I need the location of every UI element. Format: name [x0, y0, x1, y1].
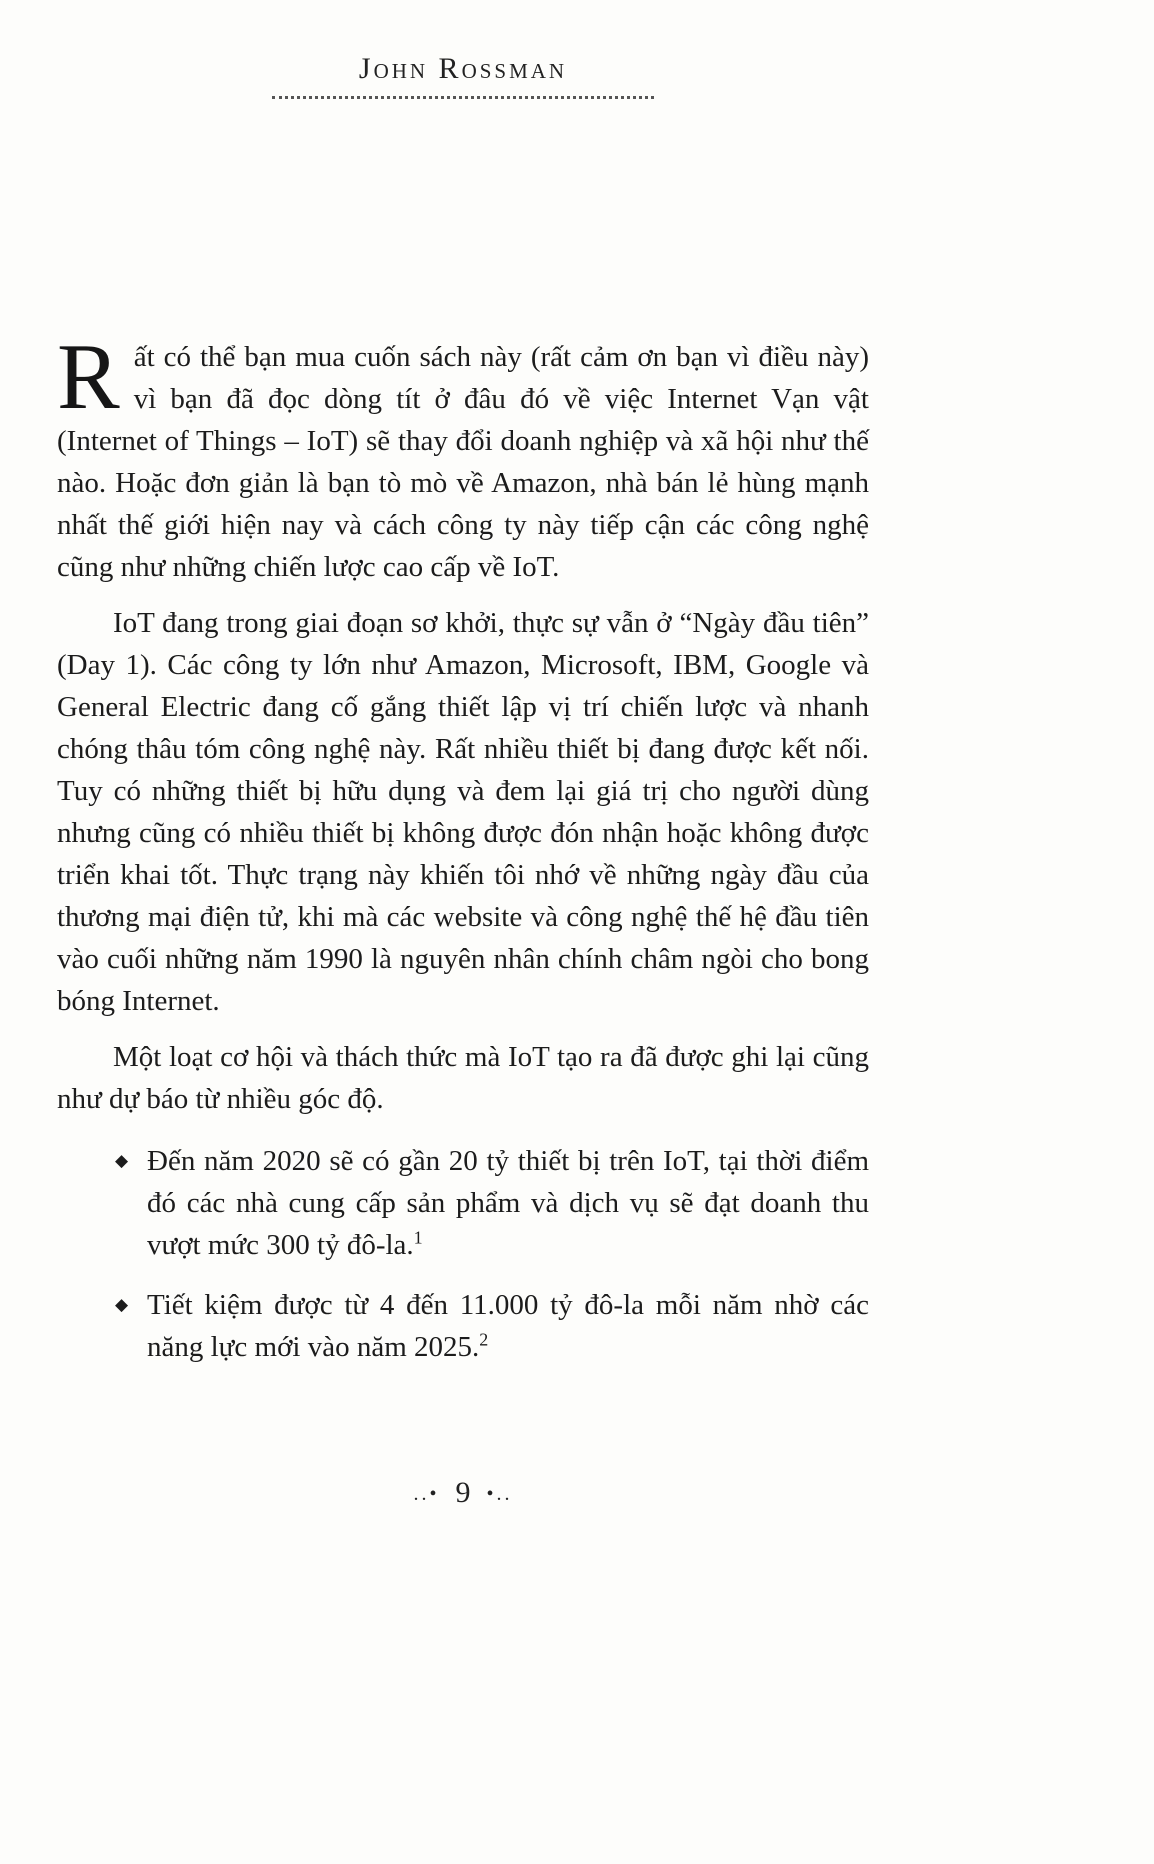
bullet-text-wrap [147, 1284, 869, 1368]
page-footer [57, 1476, 869, 1510]
bullet-list [57, 1140, 869, 1368]
footnote-marker-1: 1 [413, 1227, 423, 1248]
page-body [57, 325, 869, 1368]
diamond-bullet-icon: ◆ [115, 1295, 129, 1314]
dropcap-letter: R [57, 325, 120, 429]
paragraph-1 [57, 325, 869, 588]
folio-ornament-left: ..• [413, 1483, 440, 1505]
paragraph-1-text: ất có thể bạn mua cuốn sách này (rất cảm ơn bạn vì điều này) vì bạn đã đọc dòng tít ở đâu đó về việc Internet Vạn vật (Internet of Things – IoT) sẽ thay đổi doanh nghiệp và xã hội như thế nào. Hoặc đơn giản là bạn tò mò về Amazon, nhà bán lẻ hùng mạnh nhất thế giới hiện nay và cách công ty này tiếp cận các công nghệ cũng như những chiến lược cao cấp về IoT. [57, 341, 869, 583]
paragraph-2: IoT đang trong giai đoạn sơ khởi, thực sự vẫn ở “Ngày đầu tiên” (Day 1). Các công ty lớn như Amazon, Microsoft, IBM, Google và General Electric đang cố gắng thiết lập vị trí chiến lược và nhanh chóng thâu tóm công nghệ này. Rất nhiều thiết bị đang được kết nối. Tuy có những thiết bị hữu dụng và đem lại giá trị cho người dùng nhưng cũng có nhiều thiết bị không được đón nhận hoặc không được triển khai tốt. Thực trạng này khiến tôi nhớ về những ngày đầu của thương mại điện tử, khi mà các website và công nghệ thế hệ đầu tiên vào cuối những năm 1990 là nguyên nhân chính châm ngòi cho bong bóng Internet. [57, 607, 869, 1017]
bullet-text: Tiết kiệm được từ 4 đến 11.000 tỷ đô-la mỗi năm nhờ các năng lực mới vào năm 2025. [147, 1289, 869, 1363]
header-dotted-rule [272, 96, 654, 99]
paragraph-3: Một loạt cơ hội và thách thức mà IoT tạo ra đã được ghi lại cũng như dự báo từ nhiều góc độ. [57, 1041, 869, 1115]
folio-ornament-right: •.. [486, 1483, 513, 1505]
bullet-text: Đến năm 2020 sẽ có gần 20 tỷ thiết bị trên IoT, tại thời điểm đó các nhà cung cấp sản phẩm và dịch vụ sẽ đạt doanh thu vượt mức 300 tỷ đô-la. [147, 1145, 869, 1261]
bullet-item-savings-2025 [57, 1284, 869, 1368]
footnote-marker-2: 2 [479, 1329, 489, 1350]
header-author: John Rossman [358, 52, 568, 85]
running-header [57, 52, 869, 99]
bullet-item-devices-2020 [57, 1140, 869, 1266]
page-number: 9 [455, 1476, 471, 1509]
bullet-text-wrap [147, 1140, 869, 1266]
diamond-bullet-icon: ◆ [115, 1151, 129, 1170]
